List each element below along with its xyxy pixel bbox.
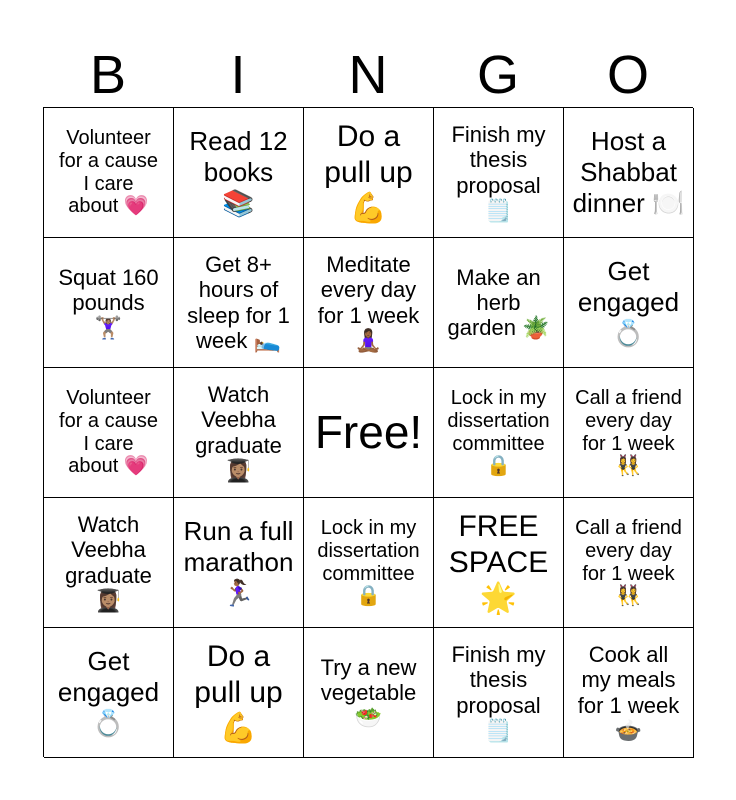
header-letter-n: N — [348, 45, 388, 105]
bingo-cell[interactable] — [174, 238, 304, 368]
bingo-cell[interactable] — [174, 628, 304, 758]
bingo-cell[interactable] — [564, 238, 694, 368]
bingo-cell[interactable] — [44, 238, 174, 368]
bingo-cell[interactable] — [304, 498, 434, 628]
bingo-cell-text: Meditate every day for 1 week 🧘🏾‍♀️ — [317, 252, 420, 353]
bingo-cell-text: Do a pull up 💪 — [324, 119, 413, 225]
bingo-header — [43, 44, 693, 106]
bingo-cell-text: Volunteer for a cause I care about 💗 — [59, 386, 158, 478]
bingo-cell-text: Get engaged 💍 — [57, 645, 160, 739]
bingo-cell[interactable] — [434, 368, 564, 498]
bingo-cell[interactable] — [564, 108, 694, 238]
bingo-cell[interactable] — [44, 108, 174, 238]
header-letter-b: B — [89, 45, 127, 105]
bingo-cell[interactable] — [44, 368, 174, 498]
bingo-cell[interactable] — [174, 498, 304, 628]
header-letter-g: G — [476, 45, 519, 105]
header-letter-o: O — [606, 45, 649, 105]
bingo-cell-text: Free! — [314, 406, 423, 459]
bingo-cell-text: Watch Veebha graduate 👩🏽‍🎓 — [65, 512, 152, 613]
bingo-cell-text: Try a new vegetable 🥗 — [320, 654, 417, 731]
bingo-cell[interactable] — [304, 238, 434, 368]
bingo-cell-text: Make an herb garden 🪴 — [447, 264, 550, 341]
bingo-cell-text: Read 12 books 📚 — [189, 125, 288, 219]
bingo-cell-text: Cook all my meals for 1 week 🍲 — [577, 642, 680, 743]
bingo-cell-text: Lock in my dissertation committee 🔒 — [317, 516, 420, 608]
bingo-cell[interactable] — [304, 628, 434, 758]
bingo-cell-text: Lock in my dissertation committee 🔒 — [447, 386, 550, 478]
header-letter-i: I — [230, 45, 246, 105]
bingo-cell[interactable] — [434, 498, 564, 628]
bingo-cell-text: Watch Veebha graduate 👩🏽‍🎓 — [195, 382, 282, 483]
bingo-cell-text: Get 8+ hours of sleep for 1 week 🛌 — [187, 252, 290, 353]
bingo-board — [43, 107, 693, 757]
bingo-cell-text: Squat 160 pounds 🏋🏽‍♀️ — [58, 264, 159, 341]
bingo-cell[interactable] — [304, 368, 434, 498]
bingo-cell-text: Finish my thesis proposal 🗒️ — [451, 122, 546, 223]
bingo-cell-text: Do a pull up 💪 — [194, 639, 283, 745]
bingo-cell[interactable] — [44, 628, 174, 758]
bingo-cell[interactable] — [174, 108, 304, 238]
bingo-cell-text: FREE SPACE 🌟 — [448, 509, 549, 615]
bingo-cell[interactable] — [564, 628, 694, 758]
bingo-cell[interactable] — [434, 108, 564, 238]
bingo-cell[interactable] — [174, 368, 304, 498]
bingo-cell[interactable] — [44, 498, 174, 628]
bingo-cell[interactable] — [434, 628, 564, 758]
bingo-cell-text: Get engaged 💍 — [577, 255, 680, 349]
bingo-cell-text: Host a Shabbat dinner 🍽️ — [572, 125, 685, 219]
bingo-cell-text: Call a friend every day for 1 week 👯‍♀️ — [575, 516, 682, 608]
bingo-cell[interactable] — [564, 368, 694, 498]
bingo-cell-text: Run a full marathon 🏃🏾‍♀️ — [183, 515, 294, 609]
bingo-cell[interactable] — [564, 498, 694, 628]
bingo-cell-text: Call a friend every day for 1 week 👯‍♀️ — [575, 386, 682, 478]
bingo-cell[interactable] — [434, 238, 564, 368]
bingo-cell-text: Volunteer for a cause I care about 💗 — [59, 126, 158, 218]
bingo-cell-text: Finish my thesis proposal 🗒️ — [451, 642, 546, 743]
bingo-cell[interactable] — [304, 108, 434, 238]
